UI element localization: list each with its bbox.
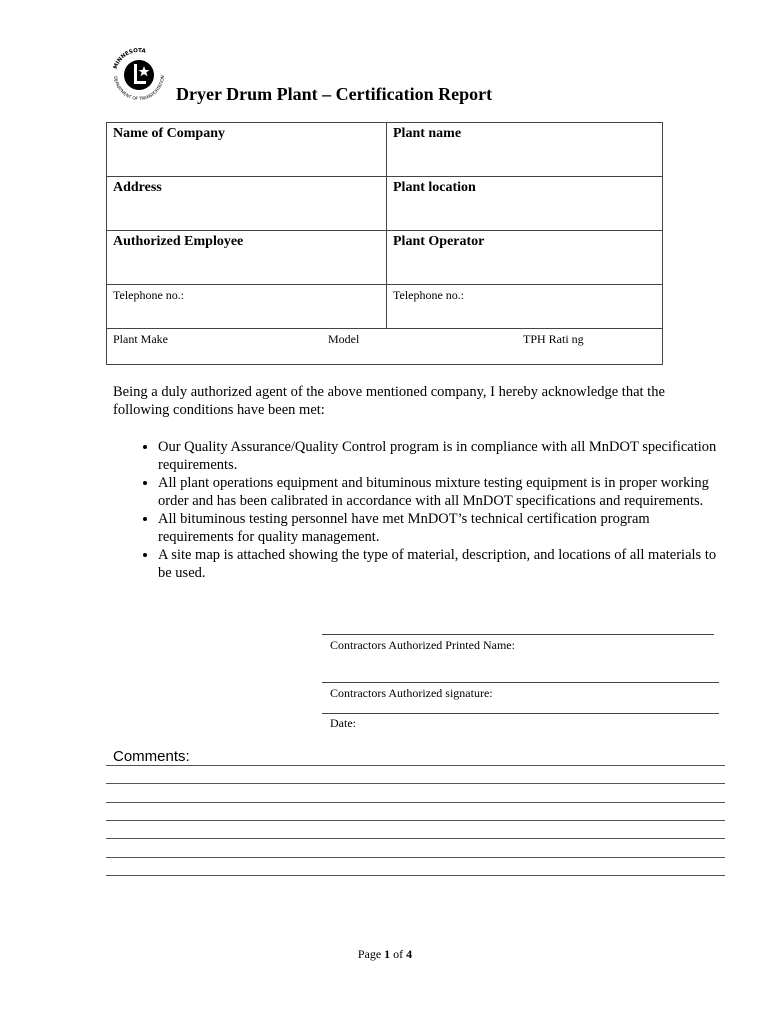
plant-operator-field[interactable] [387,231,663,285]
plant-operator-label: Plant Operator [393,234,485,249]
authorized-employee-field[interactable] [107,231,387,285]
list-item: • All plant operations equipment and bituminous mixture testing equipment is in proper working order and has been calibrated in accordance with all MnDOT specifications and requirements. [158,474,718,510]
plant-info-table [106,122,663,365]
plant-name-label: Plant name [393,126,462,141]
mndot-seal-logo [108,44,170,106]
page-word: Page [357,947,382,961]
conditions-list [113,438,718,582]
plant-name-field[interactable] [387,123,663,177]
list-item: • All bituminous testing personnel have met MnDOT’s technical certification program requirements for quality management. [158,510,718,546]
company-name-label: Name of Company [113,126,225,141]
comment-line[interactable] [106,765,725,766]
address-label: Address [113,180,162,195]
comment-line[interactable] [106,875,725,876]
comment-line[interactable] [106,802,725,803]
total-pages: 4 [406,947,413,961]
signature-line[interactable] [322,682,719,683]
plant-location-field[interactable] [387,177,663,231]
date-label: Date: [330,716,356,730]
telephone-right-label: Telephone no.: [393,288,465,302]
company-name-field[interactable] [107,123,387,177]
logo-top-text: MINNESOTA [112,47,147,70]
current-page: 1 [384,947,391,961]
telephone-left-field[interactable] [107,285,387,329]
plant-location-label: Plant location [393,180,476,195]
printed-name-line[interactable] [322,634,714,635]
date-line[interactable] [322,713,719,714]
comment-line[interactable] [106,838,725,839]
plant-make-model-field[interactable] [107,329,663,365]
list-item: • Our Quality Assurance/Quality Control program is in compliance with all MnDOT specification requirements. [158,438,718,474]
authorized-employee-label: Authorized Employee [113,234,244,249]
printed-name-label: Contractors Authorized Printed Name: [330,638,515,652]
comment-line[interactable] [106,783,725,784]
tph-rating-label: TPH Rati ng [523,332,584,346]
comments-label: Comments: [113,748,190,765]
intro-paragraph: Being a duly authorized agent of the above mentioned company, I hereby acknowledge that the following conditions have been met: [113,384,665,418]
telephone-left-label: Telephone no.: [113,288,185,302]
plant-make-label: Plant Make [113,332,168,346]
address-field[interactable] [107,177,387,231]
telephone-right-field[interactable] [387,285,663,329]
page-number [0,947,770,962]
list-item: • A site map is attached showing the type of material, description, and locations of all materials to be used. [158,546,718,582]
page-title: Dryer Drum Plant – Certification Report [176,84,493,104]
of-word: of [393,947,404,961]
comment-line[interactable] [106,857,725,858]
model-label: Model [328,332,360,346]
logo-bottom-text: DEPARTMENT OF TRANSPORTATION [112,75,167,103]
comment-line[interactable] [106,820,725,821]
signature-label: Contractors Authorized signature: [330,686,493,700]
